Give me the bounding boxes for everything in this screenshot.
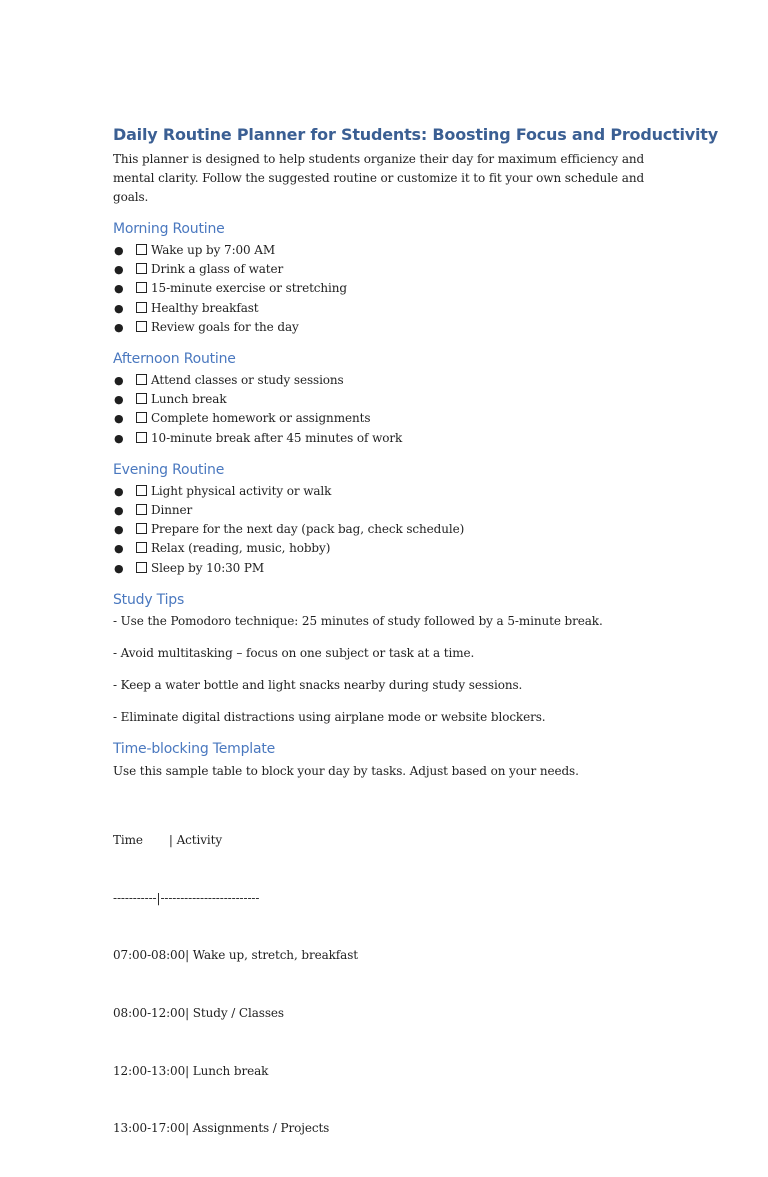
table-row: 07:00-08:00| Wake up, stretch, breakfast (113, 948, 358, 963)
time-blocking-table (113, 793, 673, 1177)
list-item: ● Relax (reading, music, hobby) (113, 539, 673, 558)
bullet-icon: ● (114, 393, 124, 407)
table-row: 13:00-17:00| Assignments / Projects (113, 1121, 330, 1136)
study-tip: - Keep a water bottle and light snacks nearby during study sessions. (113, 677, 523, 692)
evening-routine-list (113, 482, 673, 578)
checkbox-icon (136, 321, 147, 332)
checkbox-icon (136, 485, 147, 496)
list-item: ● Review goals for the day (113, 318, 673, 337)
time-blocking-intro: Use this sample table to block your day by tasks. Adjust based on your needs. (113, 763, 579, 778)
list-item: ● Attend classes or study sessions (113, 371, 673, 390)
checkbox-icon (136, 504, 147, 515)
list-item: ● Drink a glass of water (113, 260, 673, 279)
afternoon-routine-heading: Afternoon Routine (113, 351, 236, 368)
bullet-icon: ● (114, 374, 124, 388)
checkbox-icon (136, 412, 147, 423)
bullet-icon: ● (114, 282, 124, 296)
checkbox-icon (136, 374, 147, 385)
study-tip: - Eliminate digital distractions using airplane mode or website blockers. (113, 709, 546, 724)
document-title: Daily Routine Planner for Students: Boosting Focus and Productivity (113, 125, 718, 144)
time-blocking-heading: Time-blocking Template (113, 740, 276, 757)
checkbox-icon (136, 562, 147, 573)
list-item: ● Prepare for the next day (pack bag, check schedule) (113, 520, 673, 539)
checkbox-icon (136, 523, 147, 534)
bullet-icon: ● (114, 263, 124, 277)
list-item: ● Sleep by 10:30 PM (113, 559, 673, 578)
bullet-icon: ● (114, 484, 124, 498)
intro-paragraph: This planner is designed to help students organize their day for maximum efficiency and mental clarity. Follow the suggested routine or customize it to fit your own schedule and goals. (113, 152, 645, 204)
list-item: ● 10-minute break after 45 minutes of work (113, 429, 673, 448)
afternoon-routine-list (113, 371, 673, 448)
study-tips-list (113, 612, 673, 727)
bullet-icon: ● (114, 504, 124, 518)
list-item: ● 15-minute exercise or stretching (113, 279, 673, 298)
table-row: 08:00-12:00| Study / Classes (113, 1006, 284, 1021)
bullet-icon: ● (114, 523, 124, 537)
list-item: ● Healthy breakfast (113, 299, 673, 318)
checkbox-icon (136, 432, 147, 443)
checkbox-icon (136, 302, 147, 313)
morning-routine-heading: Morning Routine (113, 221, 225, 237)
list-item: ● Lunch break (113, 390, 673, 409)
table-row: 12:00-13:00| Lunch break (113, 1063, 269, 1078)
evening-routine-heading: Evening Routine (113, 461, 225, 478)
checkbox-icon (136, 244, 147, 255)
list-item: ● Light physical activity or walk (113, 482, 673, 501)
checkbox-icon (136, 542, 147, 553)
bullet-icon: ● (114, 561, 124, 575)
checkbox-icon (136, 282, 147, 293)
list-item: ● Complete homework or assignments (113, 409, 673, 428)
table-row: Time | Activity (113, 833, 223, 848)
bullet-icon: ● (114, 412, 124, 426)
study-tip: - Use the Pomodoro technique: 25 minutes of study followed by a 5-minute break. (113, 613, 603, 628)
study-tips-heading: Study Tips (113, 591, 185, 608)
bullet-icon: ● (114, 431, 124, 445)
study-tip: - Avoid multitasking – focus on one subject or task at a time. (113, 645, 475, 660)
document-content (113, 122, 718, 1177)
bullet-icon: ● (114, 542, 124, 556)
checkbox-icon (136, 263, 147, 274)
bullet-icon: ● (114, 244, 124, 257)
list-item: ● Wake up by 7:00 AM (113, 241, 673, 260)
bullet-icon: ● (114, 320, 124, 334)
checkbox-icon (136, 393, 147, 404)
table-divider: -----------|------------------------- (113, 890, 260, 905)
morning-routine-list (113, 241, 673, 337)
bullet-icon: ● (114, 301, 124, 315)
list-item: ● Dinner (113, 501, 673, 520)
